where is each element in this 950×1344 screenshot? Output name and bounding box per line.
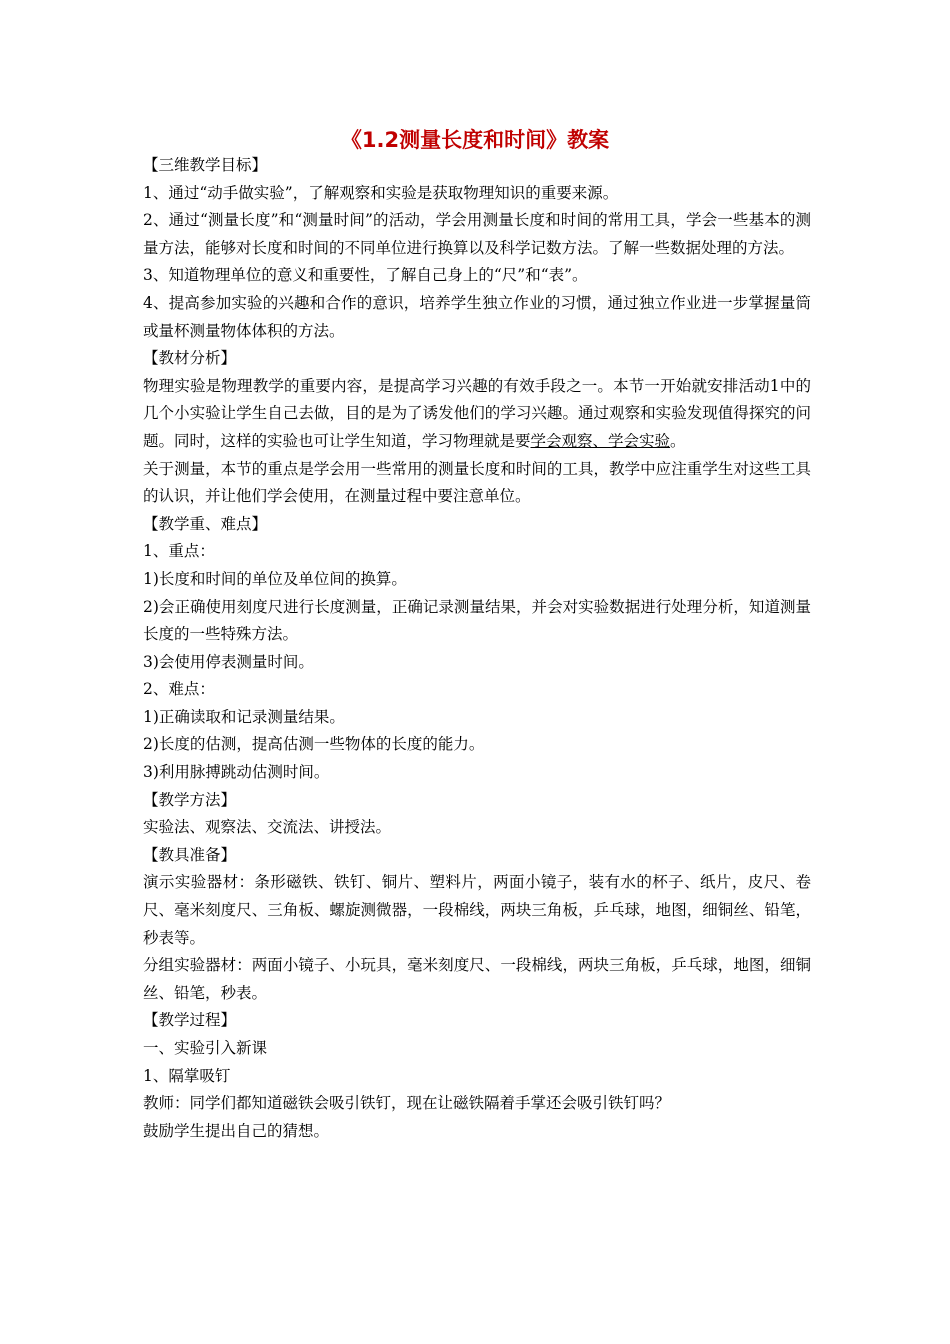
process-item: 1、隔掌吸钉	[143, 1066, 231, 1085]
keypoint-item: 1、重点：	[143, 542, 215, 561]
goal-item: 4、提高参加实验的兴趣和合作的意识，培养学生独立作业的习惯，通过独立作业进一步掌握量筒或量杯测量物体体积的方法。	[143, 293, 811, 340]
analysis-text: 物理实验是物理教学的重要内容，是提高学习兴趣的有效手段之一。本节一开始就安排活动1中的几个小实验让学生自己去做，目的是为了诱发他们的学习兴趣。通过观察和实验发现值得探究的问题。同时，这样的实验也可让学生知道，学习物理就是要	[143, 376, 811, 450]
methods-heading: 【教学方法】	[143, 790, 237, 809]
keypoints-heading: 【教学重、难点】	[143, 514, 268, 533]
tools-item: 分组实验器材：两面小镜子、小玩具，毫米刻度尺、一段棉线，两块三角板，乒乓球，地图，细铜丝、铅笔，秒表。	[143, 956, 811, 1002]
tools-heading: 【教具准备】	[143, 845, 237, 864]
analysis-paragraph-2: 关于测量，本节的重点是学会用一些常用的测量长度和时间的工具，教学中应注重学生对这些工具的认识，并让他们学会使用，在测量过程中要注意单位。	[143, 459, 811, 506]
keypoint-item: 3)利用脉搏跳动估测时间。	[143, 763, 330, 782]
goal-item: 1、通过“动手做实验”，了解观察和实验是获取物理知识的重要来源。	[143, 183, 619, 202]
tools-item: 演示实验器材：条形磁铁、铁钉、铜片、塑料片，两面小镜子，装有水的杯子、纸片，皮尺、卷尺、毫米刻度尺、三角板、螺旋测微器，一段棉线，两块三角板，乒乓球，地图，细铜丝、铅笔，秒表等。	[143, 873, 811, 947]
keypoint-item: 2)长度的估测，提高估测一些物体的长度的能力。	[143, 735, 485, 754]
process-item: 鼓励学生提出自己的猜想。	[143, 1121, 330, 1140]
analysis-underlined-text: 学会观察、学会实验	[530, 431, 671, 450]
keypoint-item: 2)会正确使用刻度尺进行长度测量，正确记录测量结果，并会对实验数据进行处理分析，知道测量长度的一些特殊方法。	[143, 597, 811, 644]
keypoint-item: 3)会使用停表测量时间。	[143, 652, 314, 671]
goal-item: 2、通过“测量长度”和“测量时间”的活动，学会用测量长度和时间的常用工具，学会一些基本的测量方法，能够对长度和时间的不同单位进行换算以及科学记数方法。了解一些数据处理的方法。	[143, 211, 811, 257]
goals-heading: 【三维教学目标】	[143, 156, 268, 174]
process-heading: 【教学过程】	[143, 1011, 237, 1030]
goal-item: 3、知道物理单位的意义和重要性，了解自己身上的“尺”和“表”。	[143, 266, 588, 285]
document-title: 《1.2测量长度和时间》教案	[340, 128, 610, 152]
analysis-text-end: 。	[670, 431, 686, 450]
methods-text: 实验法、观察法、交流法、讲授法。	[143, 818, 392, 837]
process-item: 一、实验引入新课	[143, 1039, 268, 1057]
keypoint-item: 2、难点：	[143, 680, 215, 699]
document-body	[143, 152, 811, 1145]
analysis-heading: 【教材分析】	[143, 349, 237, 368]
keypoint-item: 1)正确读取和记录测量结果。	[143, 707, 345, 726]
analysis-paragraph	[143, 373, 811, 456]
process-item: 教师：同学们都知道磁铁会吸引铁钉，现在让磁铁隔着手掌还会吸引铁钉吗？	[143, 1094, 671, 1113]
keypoint-item: 1)长度和时间的单位及单位间的换算。	[143, 569, 407, 588]
